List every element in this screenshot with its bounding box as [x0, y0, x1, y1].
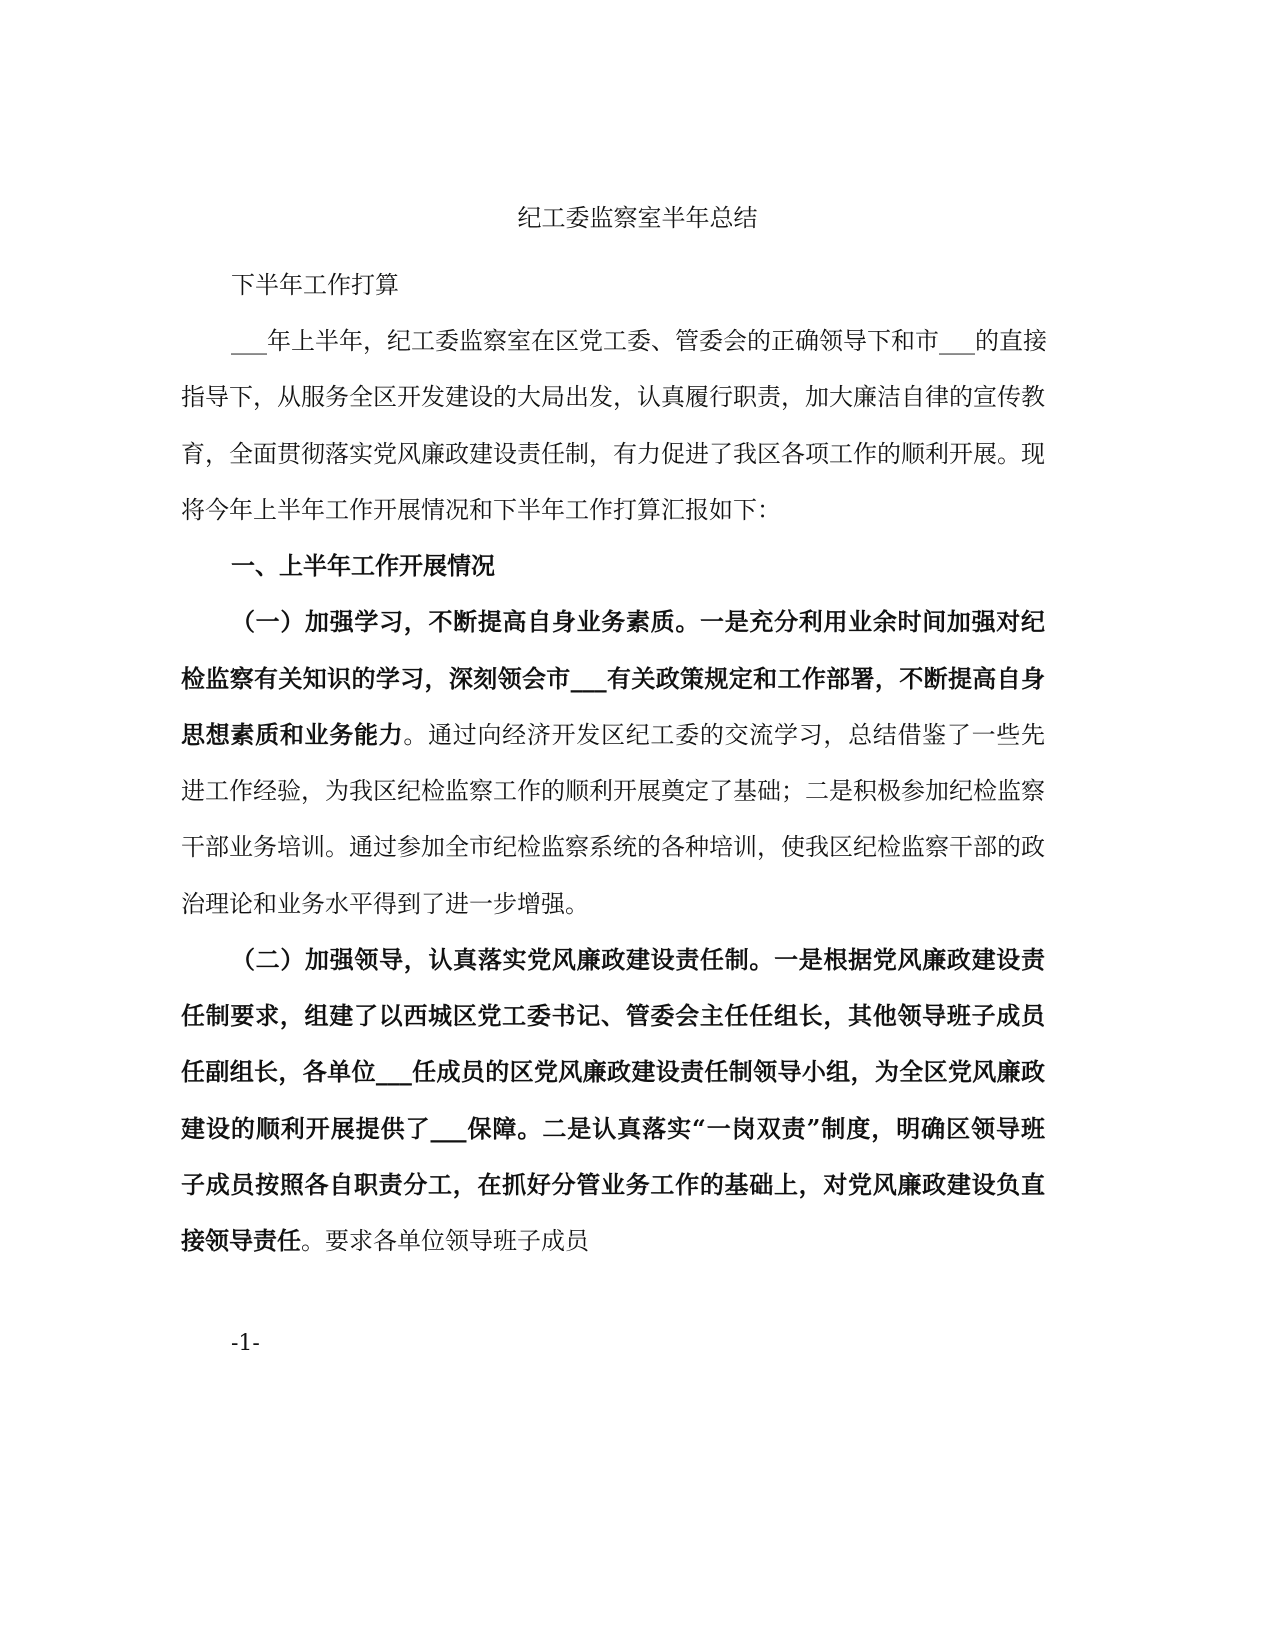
paragraph-line: 指导下，从服务全区开发建设的大局出发，认真履行职责，加大廉洁自律的宣传教: [181, 383, 1045, 411]
bold-phrase: 思想素质和业务能力: [181, 720, 404, 749]
subtitle-line: 下半年工作打算: [231, 271, 399, 299]
paragraph-line: [181, 719, 1045, 751]
document-title: 纪工委监察室半年总结: [517, 204, 758, 232]
bold-phrase: 接领导责任: [181, 1226, 301, 1255]
paragraph-line: 建设的顺利开展提供了___保障。二是认真落实“一岗双责”制度，明确区领导班: [181, 1114, 1045, 1143]
page-number: -1-: [231, 1331, 260, 1356]
paragraph-line: ___年上半年，纪工委监察室在区党工委、管委会的正确领导下和市___的直接: [231, 327, 1047, 355]
paragraph-line: 进工作经验，为我区纪检监察工作的顺利开展奠定了基础；二是积极参加纪检监察: [181, 777, 1045, 805]
paragraph-line: 检监察有关知识的学习，深刻领会市___有关政策规定和工作部署，不断提高自身: [181, 664, 1045, 693]
paragraph-line: （一）加强学习，不断提高自身业务素质。一是充分利用业余时间加强对纪: [231, 607, 1045, 636]
paragraph-line: 子成员按照各自职责分工，在抓好分管业务工作的基础上，对党风廉政建设负直: [181, 1170, 1045, 1199]
normal-phrase: 。要求各单位领导班子成员: [301, 1227, 589, 1255]
paragraph-line: 育，全面贯彻落实党风廉政建设责任制，有力促进了我区各项工作的顺利开展。现: [181, 440, 1045, 468]
paragraph-line: 将今年上半年工作开展情况和下半年工作打算汇报如下：: [181, 496, 781, 524]
paragraph-line: 治理论和业务水平得到了进一步增强。: [181, 890, 589, 918]
section-heading: 一、上半年工作开展情况: [231, 551, 495, 580]
paragraph-line: 任制要求，组建了以西城区党工委书记、管委会主任任组长，其他领导班子成员: [181, 1001, 1045, 1030]
paragraph-line: （二）加强领导，认真落实党风廉政建设责任制。一是根据党风廉政建设责: [231, 945, 1045, 974]
paragraph-line: [181, 1225, 1045, 1257]
normal-phrase: 。通过向经济开发区纪工委的交流学习，总结借鉴了一些先: [403, 721, 1046, 749]
paragraph-line: 任副组长，各单位___任成员的区党风廉政建设责任制领导小组，为全区党风廉政: [181, 1057, 1045, 1086]
paragraph-line: 干部业务培训。通过参加全市纪检监察系统的各种培训，使我区纪检监察干部的政: [181, 833, 1045, 861]
